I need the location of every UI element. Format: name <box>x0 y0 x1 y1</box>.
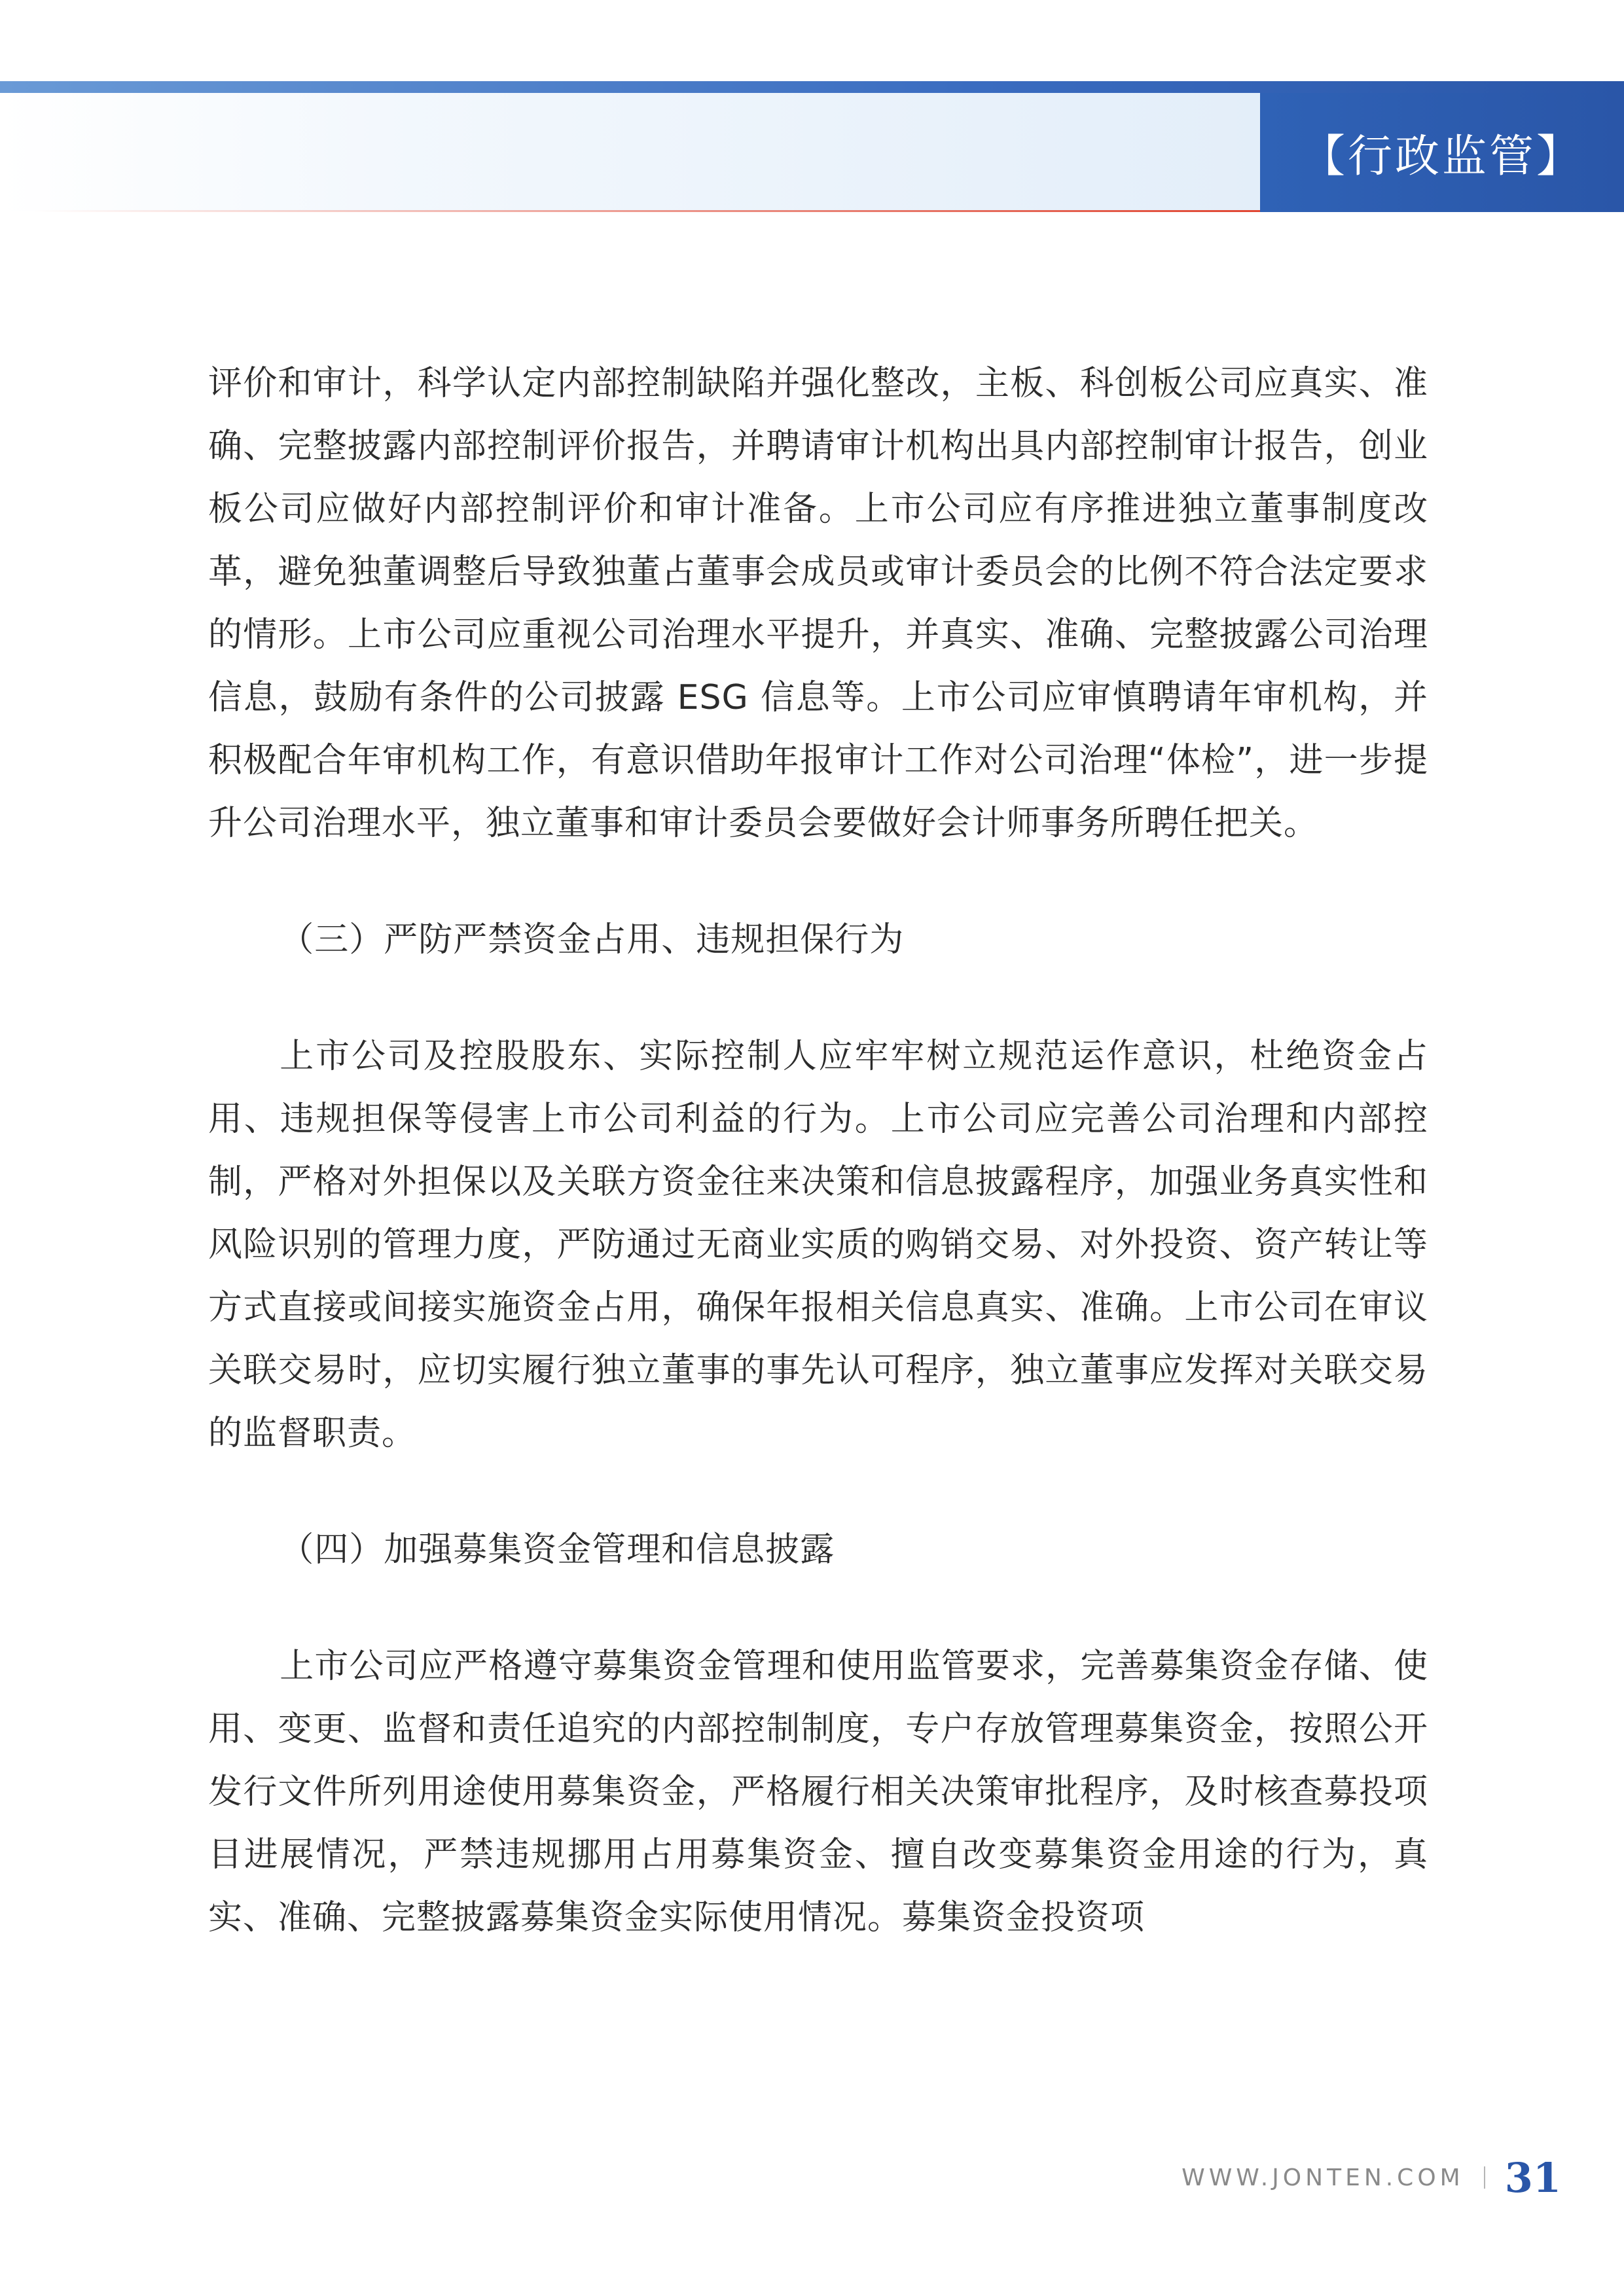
footer-separator <box>1484 2166 1485 2189</box>
header-divider-line <box>33 210 1260 212</box>
section-tag-label: 【行政监管】 <box>1300 130 1583 183</box>
section-heading-3: （三）严防严禁资金占用、违规担保行为 <box>280 920 905 960</box>
section-heading-4: （四）加强募集资金管理和信息披露 <box>280 1530 835 1570</box>
website-url: WWW.JONTEN.COM <box>1182 2164 1464 2191</box>
header-top-bar <box>0 81 1624 93</box>
header-band <box>0 93 1260 211</box>
body-content <box>208 352 1428 1949</box>
paragraph-fund-occupation: 上市公司及控股股东、实际控制人应牢牢树立规范运作意识，杜绝资金占用、违规担保等侵害上市公司利益的行为。上市公司应完善公司治理和内部控制，严格对外担保以及关联方资金往来决策和信息披露程序，加强业务真实性和风险识别的管理力度，严防通过无商业实质的购销交易、对外投资、资产转让等方式直接或间接实施资金占用，确保年报相关信息真实、准确。上市公司在审议关联交易时，应切实履行独立董事的事先认可程序，独立董事应发挥对关联交易的监督职责。 <box>208 1037 1428 1453</box>
page-footer <box>1182 2155 1561 2200</box>
paragraph-raised-funds: 上市公司应严格遵守募集资金管理和使用监管要求，完善募集资金存储、使用、变更、监督和责任追究的内部控制制度，专户存放管理募集资金，按照公开发行文件所列用途使用募集资金，严格履行相关决策审批程序，及时核查募投项目进展情况，严禁违规挪用占用募集资金、擅自改变募集资金用途的行为，真实、准确、完整披露募集资金实际使用情况。募集资金投资项 <box>208 1647 1428 1937</box>
paragraph-continuation: 评价和审计，科学认定内部控制缺陷并强化整改，主板、科创板公司应真实、准确、完整披露内部控制评价报告，并聘请审计机构出具内部控制审计报告，创业板公司应做好内部控制评价和审计准备。上市公司应有序推进独立董事制度改革，避免独董调整后导致独董占董事会成员或审计委员会的比例不符合法定要求的情形。上市公司应重视公司治理水平提升，并真实、准确、完整披露公司治理信息，鼓励有条件的公司披露 ESG 信息等。上市公司应审慎聘请年审机构，并积极配合年审机构工作，有意识借助年报审计工作对公司治理“体检”，进一步提升公司治理水平，独立董事和审计委员会要做好会计师事务所聘任把关。 <box>208 364 1428 843</box>
page-number: 31 <box>1504 2153 1561 2202</box>
section-tag-box <box>1260 93 1624 212</box>
